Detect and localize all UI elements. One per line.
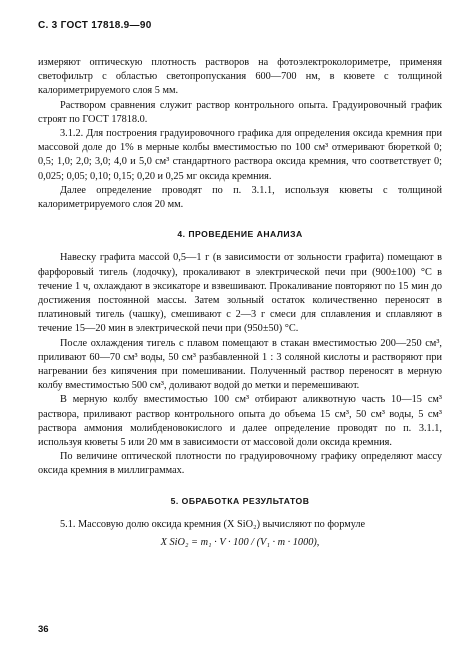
paragraph-reference-solution: Раствором сравнения служит раствор контрольного опыта. Градуировочный график строят по ГОСТ 17818.0. — [38, 99, 442, 125]
section-5-heading: 5. ОБРАБОТКА РЕЗУЛЬТАТОВ — [170, 495, 310, 506]
paragraph-measurement: измеряют оптическую плотность растворов на фотоэлектроколориметре, применяя светофильтр с областью светопропускания 600—700 нм, в кювете с толщиной калориметрируемого слоя 5 мм. — [38, 57, 442, 97]
section-4-heading: 4. ПРОВЕДЕНИЕ АНАЛИЗА — [177, 229, 303, 240]
running-header: С. 3 ГОСТ 17818.9—90 — [38, 20, 152, 31]
paragraph-optical-density: По величине оптической плотности по градуировочному графику определяют массу оксида кремния в миллиграммах. — [38, 451, 442, 477]
paragraph-further-determination: Далее определение проводят по п. 3.1.1, используя кюветы с толщиной калориметрируемого слоя 20 мм. — [38, 184, 442, 211]
paragraph-3-1-2: 3.1.2. Для построения градуировочного графика для определения оксида кремния при массовой доле до 1% в мерные колбы вместимостью по 100 см³ отмеривают бюреткой 0; 0,5; 1,0; 2,0; 3,0; 4,0 и 5,0 см³ стандартного раствора оксида кремния, что соответствует 0; 0,025; 0,05; 0,10; 0,15; 0,20 и 0,25 мг оксида кремния. — [38, 128, 442, 182]
paragraph-after-cooling: После охлаждения тигель с плавом помещают в стакан вместимостью 200—250 см³, приливают 60—70 см³ воды, 50 см³ разбавленной 1 : 3 соляной кислоты и растворяют при нагревании без кипячения при помешивании. Полученный раствор переносят в мерную колбу вместимостью 500 см³, доливают водой до метки и перемешивают. — [38, 337, 442, 392]
paragraph-aliquot: В мерную колбу вместимостью 100 см³ отбирают аликвотную часть 10—15 см³ раствора, приливают раствор контрольного опыта до объема 15 см³, 50 см³ воды, 5 см³ раствора аммония молибденовокислого и далее определение проводят по п. 3.1.1, используя кюветы 5 или 20 мм в зависимости от массовой доли оксида кремния. — [38, 394, 442, 449]
paragraph-sample-weighing: Навеску графита массой 0,5—1 г (в зависимости от зольности графита) помещают в фарфоровый тигель (лодочку), прокаливают в электрической печи при (900±100) °С в течение 1 ч, охлаждают в эксикаторе и взвешивают. Прокаливание повторяют по 15 мин до достижения постоянной массы. Затем зольный остаток количественно переносят в платиновый тигель (чашку), смешивают с 2—3 г смеси для сплавления и сплавляют в течение 15—20 мин в электрической печи при (950±50) °С. — [38, 252, 442, 335]
document-body — [38, 56, 442, 550]
formula-mass-fraction: X SiO₂ = m₁ · V · 100 / (V₁ · m · 1000), — [160, 537, 320, 549]
paragraph-5-1: 5.1. Массовую долю оксида кремния (X SiO₂) вычисляют по формуле — [60, 518, 366, 530]
page-number: 36 — [38, 624, 49, 635]
